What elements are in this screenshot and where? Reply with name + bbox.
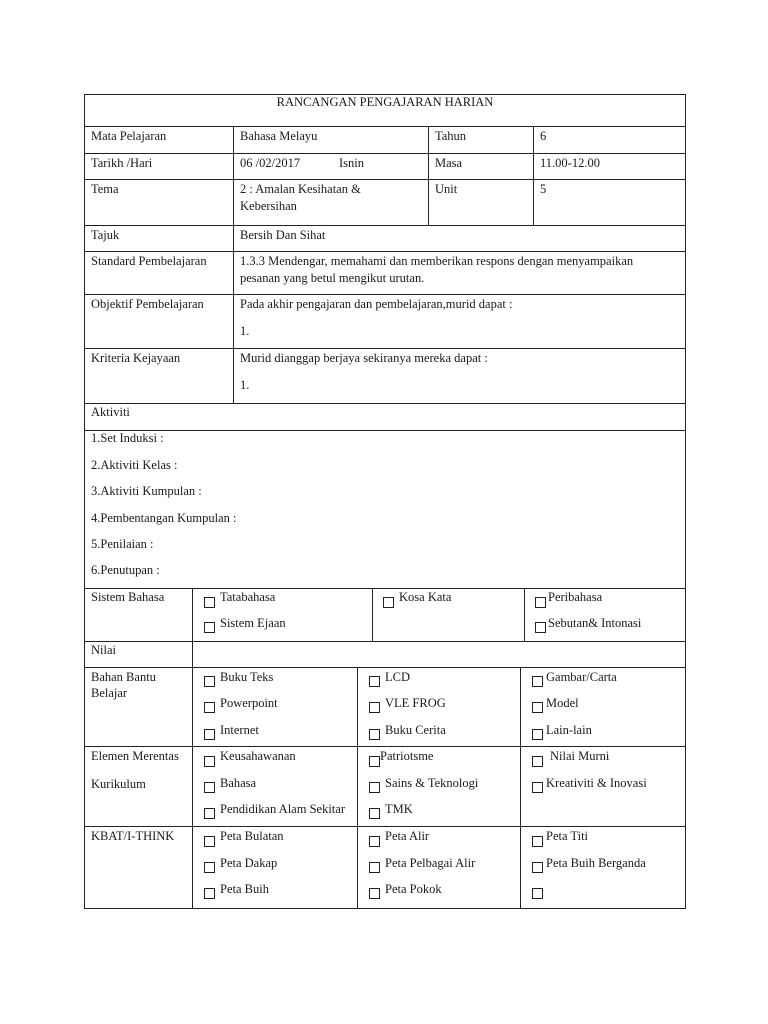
aktiviti-heading: Aktiviti bbox=[91, 405, 130, 419]
label-tema: Tema bbox=[91, 182, 119, 196]
value-unit: 5 bbox=[540, 182, 547, 196]
label-masa: Masa bbox=[435, 156, 463, 170]
aktiviti-item: 1.Set Induksi : bbox=[91, 431, 164, 445]
label-nilai: Nilai bbox=[91, 643, 116, 657]
option-sains-teknologi: Sains & Teknologi bbox=[385, 776, 479, 790]
label-emk-line1: Elemen Merentas bbox=[91, 749, 179, 763]
checkbox-peribahasa[interactable] bbox=[535, 597, 546, 608]
value-standard-line2: pesanan yang betul mengikut urutan. bbox=[240, 271, 425, 285]
checkbox-vle-frog[interactable] bbox=[369, 702, 380, 713]
value-objektif-line2: 1. bbox=[240, 324, 250, 338]
option-peta-pelbagai-alir: Peta Pelbagai Alir bbox=[385, 856, 476, 870]
checkbox-empty[interactable] bbox=[532, 888, 543, 899]
option-model: Model bbox=[546, 696, 579, 710]
aktiviti-item: 2.Aktiviti Kelas : bbox=[91, 458, 178, 472]
option-vle-frog: VLE FROG bbox=[385, 696, 446, 710]
checkbox-buku-teks[interactable] bbox=[204, 676, 215, 687]
option-powerpoint: Powerpoint bbox=[220, 696, 278, 710]
option-buku-teks: Buku Teks bbox=[220, 670, 274, 684]
checkbox-lcd[interactable] bbox=[369, 676, 380, 687]
checkbox-tatabahasa[interactable] bbox=[204, 597, 215, 608]
checkbox-sistem-ejaan[interactable] bbox=[204, 622, 215, 633]
checkbox-peta-dakap[interactable] bbox=[204, 862, 215, 873]
label-sistem-bahasa: Sistem Bahasa bbox=[91, 590, 165, 604]
checkbox-gambar-carta[interactable] bbox=[532, 676, 543, 687]
checkbox-internet[interactable] bbox=[204, 729, 215, 740]
checkbox-peta-pokok[interactable] bbox=[369, 888, 380, 899]
option-peta-bulatan: Peta Bulatan bbox=[220, 829, 284, 843]
checkbox-peta-titi[interactable] bbox=[532, 836, 543, 847]
option-peta-titi: Peta Titi bbox=[546, 829, 589, 843]
option-kosa-kata: Kosa Kata bbox=[399, 590, 452, 604]
checkbox-peta-buih[interactable] bbox=[204, 888, 215, 899]
option-sebutan-intonasi: Sebutan& Intonasi bbox=[548, 616, 642, 630]
option-lcd: LCD bbox=[385, 670, 410, 684]
label-tahun: Tahun bbox=[435, 129, 467, 143]
checkbox-model[interactable] bbox=[532, 702, 543, 713]
label-mata-pelajaran: Mata Pelajaran bbox=[91, 129, 167, 143]
checkbox-peta-pelbagai-alir[interactable] bbox=[369, 862, 380, 873]
label-bahan-bantu-line1: Bahan Bantu bbox=[91, 670, 156, 684]
option-peta-pokok: Peta Pokok bbox=[385, 882, 442, 896]
label-kriteria: Kriteria Kejayaan bbox=[91, 351, 181, 365]
label-standard: Standard Pembelajaran bbox=[91, 254, 207, 268]
aktiviti-item: 5.Penilaian : bbox=[91, 537, 154, 551]
checkbox-tmk[interactable] bbox=[369, 808, 380, 819]
page-title: RANCANGAN PENGAJARAN HARIAN bbox=[276, 95, 494, 109]
option-bahasa: Bahasa bbox=[220, 776, 257, 790]
value-masa: 11.00-12.00 bbox=[540, 156, 600, 170]
value-tarikh: 06 /02/2017 bbox=[240, 156, 301, 170]
checkbox-sains-teknologi[interactable] bbox=[369, 782, 380, 793]
checkbox-kreativiti-inovasi[interactable] bbox=[532, 782, 543, 793]
label-unit: Unit bbox=[435, 182, 458, 196]
option-nilai-murni: Nilai Murni bbox=[550, 749, 610, 763]
checkbox-sebutan-intonasi[interactable] bbox=[535, 622, 546, 633]
checkbox-peta-buih-berganda[interactable] bbox=[532, 862, 543, 873]
label-tarikh: Tarikh /Hari bbox=[91, 156, 153, 170]
option-peta-buih: Peta Buih bbox=[220, 882, 269, 896]
option-internet: Internet bbox=[220, 723, 259, 737]
checkbox-pendidikan-alam-sekitar[interactable] bbox=[204, 808, 215, 819]
label-emk-line2: Kurikulum bbox=[91, 777, 146, 791]
label-bahan-bantu-line2: Belajar bbox=[91, 686, 128, 700]
option-tmk: TMK bbox=[385, 802, 413, 816]
value-mata-pelajaran: Bahasa Melayu bbox=[240, 129, 318, 143]
checkbox-lain-lain[interactable] bbox=[532, 729, 543, 740]
value-tema-line1: 2 : Amalan Kesihatan & bbox=[240, 182, 361, 196]
checkbox-nilai-murni[interactable] bbox=[532, 756, 543, 767]
label-kbat: KBAT/I-THINK bbox=[91, 829, 175, 843]
label-tajuk: Tajuk bbox=[91, 228, 120, 242]
option-gambar-carta: Gambar/Carta bbox=[546, 670, 617, 684]
checkbox-kosa-kata[interactable] bbox=[383, 597, 394, 608]
value-tahun: 6 bbox=[540, 129, 547, 143]
option-tatabahasa: Tatabahasa bbox=[220, 590, 276, 604]
value-tajuk: Bersih Dan Sihat bbox=[240, 228, 326, 242]
value-kriteria-line2: 1. bbox=[240, 378, 250, 392]
option-peta-buih-berganda: Peta Buih Berganda bbox=[546, 856, 646, 870]
checkbox-patriotsme[interactable] bbox=[369, 756, 380, 767]
aktiviti-item: 6.Penutupan : bbox=[91, 563, 160, 577]
value-kriteria-line1: Murid dianggap berjaya sekiranya mereka dapat : bbox=[240, 351, 488, 365]
checkbox-buku-cerita[interactable] bbox=[369, 729, 380, 740]
option-keusahawanan: Keusahawanan bbox=[220, 749, 296, 763]
option-peribahasa: Peribahasa bbox=[548, 590, 603, 604]
value-hari: Isnin bbox=[339, 156, 364, 170]
option-peta-dakap: Peta Dakap bbox=[220, 856, 278, 870]
checkbox-peta-bulatan[interactable] bbox=[204, 836, 215, 847]
option-sistem-ejaan: Sistem Ejaan bbox=[220, 616, 286, 630]
option-kreativiti-inovasi: Kreativiti & Inovasi bbox=[546, 776, 647, 790]
aktiviti-item: 3.Aktiviti Kumpulan : bbox=[91, 484, 202, 498]
checkbox-peta-alir[interactable] bbox=[369, 836, 380, 847]
aktiviti-item: 4.Pembentangan Kumpulan : bbox=[91, 511, 237, 525]
checkbox-bahasa[interactable] bbox=[204, 782, 215, 793]
option-peta-alir: Peta Alir bbox=[385, 829, 430, 843]
value-tema-line2: Kebersihan bbox=[240, 199, 297, 213]
label-objektif: Objektif Pembelajaran bbox=[91, 297, 204, 311]
option-pendidikan-alam-sekitar: Pendidikan Alam Sekitar bbox=[220, 802, 345, 816]
checkbox-keusahawanan[interactable] bbox=[204, 756, 215, 767]
option-lain-lain: Lain-lain bbox=[546, 723, 592, 737]
value-standard-line1: 1.3.3 Mendengar, memahami dan memberikan respons dengan menyampaikan bbox=[240, 254, 634, 268]
checkbox-powerpoint[interactable] bbox=[204, 702, 215, 713]
option-buku-cerita: Buku Cerita bbox=[385, 723, 446, 737]
option-patriotsme: Patriotsme bbox=[380, 749, 434, 763]
value-objektif-line1: Pada akhir pengajaran dan pembelajaran,murid dapat : bbox=[240, 297, 513, 311]
